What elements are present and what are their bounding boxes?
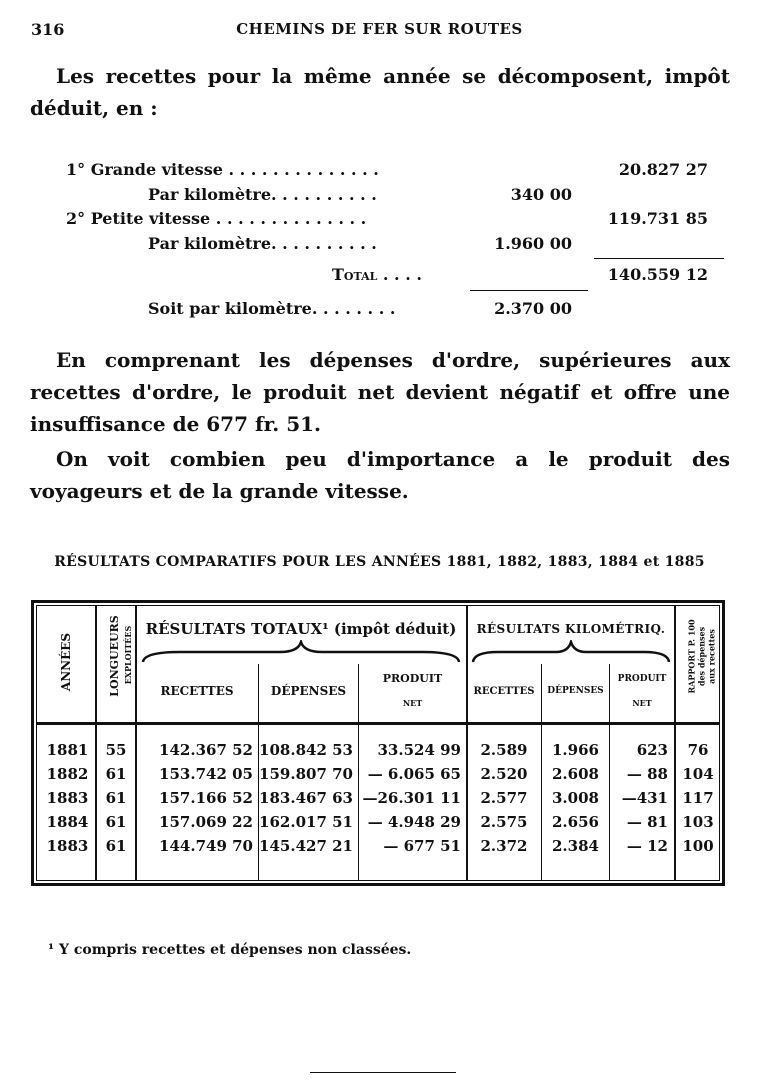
cell-k-recettes: 2.372 xyxy=(480,837,528,855)
receipts-label-per-km-2: Par kilomètre. . . . . . . . . . xyxy=(148,234,377,253)
cell-produit: —26.301 11 xyxy=(362,789,461,807)
cell-rapport: 76 xyxy=(687,741,709,759)
receipts-total-grande-vitesse: 20.827 27 xyxy=(618,160,708,179)
paragraph-net-product: En comprenant les dépenses d'ordre, supérieures aux recettes d'ordre, le produit net devient négatif et offre une insuffisance de 677 fr. 51. xyxy=(30,348,730,436)
per-km-label: Soit par kilomètre. . . . . . . . xyxy=(148,299,396,318)
header-net: NET xyxy=(402,698,423,708)
receipts-total-petite-vitesse: 119.731 85 xyxy=(607,209,708,228)
cell-depenses: 183.467 63 xyxy=(259,789,353,807)
receipts-label-per-km-1: Par kilomètre. . . . . . . . . . xyxy=(148,185,377,204)
cell-k-recettes: 2.577 xyxy=(480,789,528,807)
cell-produit: — 677 51 xyxy=(383,837,461,855)
cell-length: 61 xyxy=(105,837,127,855)
cell-rapport: 117 xyxy=(682,789,714,807)
table-title: RÉSULTATS COMPARATIFS POUR LES ANNÉES 1881, 1882, 1883, 1884 et 1885 xyxy=(54,554,705,570)
receipts-label-grande-vitesse: 1° Grande vitesse . . . . . . . . . . . . . . xyxy=(66,160,379,179)
cell-k-produit: 623 xyxy=(636,741,668,759)
header-longueurs: LONGUEURS xyxy=(108,615,121,697)
cell-depenses: 162.017 51 xyxy=(259,813,353,831)
receipts-km-grande-vitesse: 340 00 xyxy=(510,185,572,204)
header-k-produit: PRODUIT xyxy=(617,674,667,684)
receipts-label-petite-vitesse: 2° Petite vitesse . . . . . . . . . . . . . . xyxy=(66,209,367,228)
header-rule xyxy=(37,722,719,725)
header-rapport-2: des dépenses xyxy=(696,626,707,687)
cell-rapport: 103 xyxy=(682,813,714,831)
cell-k-depenses: 1.966 xyxy=(552,741,599,759)
cell-year: 1884 xyxy=(46,813,89,831)
cell-length: 61 xyxy=(105,765,127,783)
cell-depenses: 108.842 53 xyxy=(259,741,353,759)
paragraph-conclusion: On voit combien peu d'importance a le produit des voyageurs et de la grande vitesse. xyxy=(30,447,730,503)
cell-k-produit: —431 xyxy=(621,789,668,807)
cell-length: 61 xyxy=(105,813,127,831)
bottom-rule xyxy=(310,1072,456,1073)
footnote: ¹ Y compris recettes et dépenses non classées. xyxy=(48,942,412,958)
header-rapport-3: aux recettes xyxy=(706,629,717,684)
cell-k-depenses: 2.656 xyxy=(552,813,599,831)
cell-recettes: 157.166 52 xyxy=(159,789,253,807)
cell-k-depenses: 2.608 xyxy=(552,765,599,783)
header-totaux: RÉSULTATS TOTAUX¹ (impôt déduit) xyxy=(145,620,457,638)
cell-produit: 33.524 99 xyxy=(377,741,461,759)
cell-k-produit: — 81 xyxy=(626,813,668,831)
header-depenses: DÉPENSES xyxy=(270,684,347,698)
cell-year: 1883 xyxy=(46,837,89,855)
header-annees: ANNÉES xyxy=(59,632,73,692)
header-produit: PRODUIT xyxy=(382,672,443,685)
total-rule xyxy=(594,258,724,259)
cell-year: 1882 xyxy=(46,765,89,783)
cell-k-produit: — 88 xyxy=(626,765,668,783)
header-k-net: NET xyxy=(632,698,652,708)
cell-rapport: 104 xyxy=(682,765,714,783)
per-km-rule xyxy=(470,290,588,291)
header-kilometriq: RÉSULTATS KILOMÉTRIQ. xyxy=(476,622,666,636)
cell-k-depenses: 3.008 xyxy=(552,789,599,807)
total-label: Total . . . . xyxy=(332,265,422,284)
cell-produit: — 4.948 29 xyxy=(367,813,461,831)
cell-k-produit: — 12 xyxy=(626,837,668,855)
cell-k-recettes: 2.575 xyxy=(480,813,528,831)
cell-k-recettes: 2.520 xyxy=(480,765,528,783)
header-exploitees: EXPLOITÉES xyxy=(123,625,133,685)
running-title: CHEMINS DE FER SUR ROUTES xyxy=(236,20,523,38)
total-value: 140.559 12 xyxy=(607,265,708,284)
cell-recettes: 144.749 70 xyxy=(159,837,253,855)
cell-recettes: 142.367 52 xyxy=(159,741,253,759)
brace-totaux xyxy=(140,640,462,666)
receipts-km-petite-vitesse: 1.960 00 xyxy=(494,234,572,253)
intro-paragraph: Les recettes pour la même année se décomposent, impôt déduit, en : xyxy=(30,64,730,120)
brace-kilometriq xyxy=(470,640,672,666)
header-recettes: RECETTES xyxy=(160,684,234,698)
cell-k-depenses: 2.384 xyxy=(552,837,599,855)
page-number: 316 xyxy=(31,20,65,39)
per-km-value: 2.370 00 xyxy=(494,299,572,318)
header-k-depenses: DÉPENSES xyxy=(547,686,604,696)
cell-year: 1881 xyxy=(46,741,89,759)
cell-year: 1883 xyxy=(46,789,89,807)
cell-produit: — 6.065 65 xyxy=(367,765,461,783)
cell-depenses: 145.427 21 xyxy=(259,837,353,855)
header-rapport-1: RAPPORT P. 100 xyxy=(686,619,697,694)
cell-length: 55 xyxy=(105,741,127,759)
cell-rapport: 100 xyxy=(682,837,714,855)
cell-k-recettes: 2.589 xyxy=(480,741,528,759)
cell-recettes: 153.742 05 xyxy=(159,765,253,783)
cell-length: 61 xyxy=(105,789,127,807)
cell-recettes: 157.069 22 xyxy=(159,813,253,831)
header-k-recettes: RECETTES xyxy=(473,686,535,697)
cell-depenses: 159.807 70 xyxy=(259,765,353,783)
